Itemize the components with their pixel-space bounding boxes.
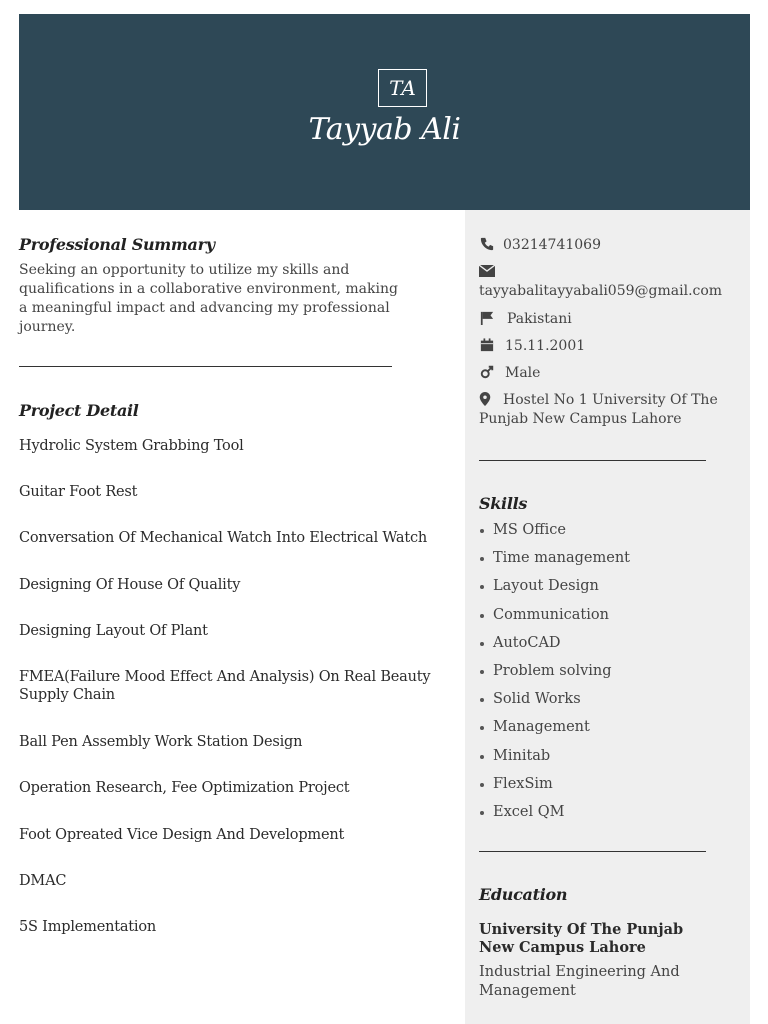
candidate-name: Tayyab Ali	[308, 112, 461, 147]
contact-gender	[479, 364, 719, 383]
summary-text: Seeking an opportunity to utilize my skills and qualifications in a collaborative environment, making a meaningful impact and advancing my professional journey.	[19, 262, 398, 335]
envelope-icon	[479, 264, 495, 278]
skills-list	[479, 518, 729, 828]
header-banner	[19, 14, 750, 210]
address-text: Hostel No 1 University Of The Punjab New Campus Lahore	[479, 392, 718, 427]
skill-item: Management	[479, 715, 729, 743]
project-item: DMAC	[19, 873, 67, 889]
project-item: Designing Layout Of Plant	[19, 623, 208, 639]
education-school: University Of The Punjab New Campus Lahore	[479, 921, 684, 956]
section-divider	[479, 851, 706, 852]
summary-heading: Professional Summary	[19, 235, 215, 254]
skill-item: Communication	[479, 603, 729, 631]
project-item: Conversation Of Mechanical Watch Into Electrical Watch	[19, 530, 428, 546]
education-degree: Industrial Engineering And Management	[479, 964, 680, 999]
project-item: Ball Pen Assembly Work Station Design	[19, 734, 303, 750]
calendar-icon	[479, 338, 495, 352]
contact-email: tayyabalitayyabali059@gmail.com	[479, 283, 723, 299]
contact-email-icon-row	[479, 263, 719, 282]
initials-monogram: TA	[378, 69, 427, 107]
contact-phone	[479, 236, 719, 255]
flag-icon	[479, 311, 495, 325]
project-item: Foot Opreated Vice Design And Development	[19, 827, 345, 843]
skill-item: MS Office	[479, 518, 729, 546]
skill-item: Solid Works	[479, 687, 729, 715]
dob-text: 15.11.2001	[505, 338, 586, 354]
contact-address	[479, 391, 719, 429]
skill-item: Time management	[479, 546, 729, 574]
project-item: Hydrolic System Grabbing Tool	[19, 438, 244, 454]
phone-number: 03214741069	[503, 237, 601, 253]
project-item: 5S Implementation	[19, 919, 157, 935]
project-item: Guitar Foot Rest	[19, 484, 138, 500]
gender-text: Male	[505, 365, 541, 381]
contact-nationality	[479, 310, 719, 329]
phone-icon	[479, 237, 495, 251]
nationality-text: Pakistani	[507, 311, 572, 327]
project-item: Designing Of House Of Quality	[19, 577, 241, 593]
project-item: FMEA(Failure Mood Effect And Analysis) On Real Beauty Supply Chain	[19, 669, 431, 703]
skills-heading: Skills	[479, 494, 528, 513]
skill-item: AutoCAD	[479, 631, 729, 659]
skill-item: Minitab	[479, 744, 729, 772]
skill-item: Problem solving	[479, 659, 729, 687]
section-divider	[19, 366, 392, 367]
gender-icon	[479, 365, 495, 379]
skill-item: FlexSim	[479, 772, 729, 800]
contact-dob	[479, 337, 719, 356]
skill-item: Excel QM	[479, 800, 729, 828]
skill-item: Layout Design	[479, 574, 729, 602]
projects-heading: Project Detail	[19, 401, 139, 420]
section-divider	[479, 460, 706, 461]
map-marker-icon	[479, 392, 491, 406]
education-heading: Education	[479, 885, 568, 904]
project-item: Operation Research, Fee Optimization Project	[19, 780, 350, 796]
